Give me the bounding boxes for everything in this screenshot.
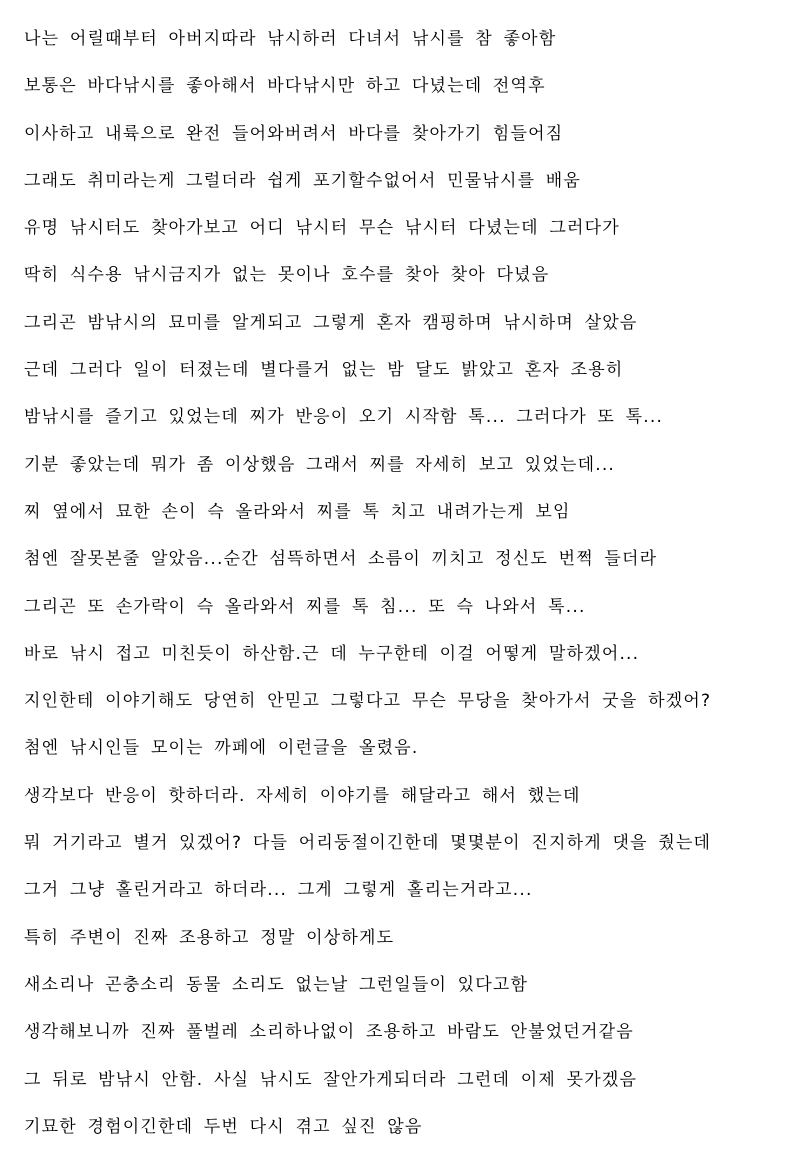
text-line: 기묘한 경험이긴한데 두번 다시 겪고 싶진 않음 xyxy=(24,1116,423,1137)
text-line: 특히 주변이 진짜 조용하고 정말 이상하게도 xyxy=(24,927,395,948)
text-line: 보통은 바다낚시를 좋아해서 바다낚시만 하고 다녔는데 전역후 xyxy=(24,76,546,97)
text-line: 찌 옆에서 묘한 손이 슥 올라와서 찌를 톡 치고 내려가는게 보임 xyxy=(24,501,571,522)
text-line: 이사하고 내륙으로 완전 들어와버려서 바다를 찾아가기 힘들어짐 xyxy=(24,123,564,144)
text-line: 생각보다 반응이 핫하더라. 자세히 이야기를 해달라고 해서 했는데 xyxy=(24,785,581,806)
text-line: 첨엔 낚시인들 모이는 까페에 이런글을 올렸음. xyxy=(24,738,419,759)
text-line: 밤낚시를 즐기고 있었는데 찌가 반응이 오기 시작함 톡... 그러다가 또 톡... xyxy=(24,407,664,428)
text-line: 그래도 취미라는게 그럴더라 쉽게 포기할수없어서 민물낚시를 배움 xyxy=(24,170,582,191)
text-line: 뭐 거기라고 별거 있겠어? 다들 어리둥절이긴한데 몇몇분이 진지하게 댓을 줬는데 xyxy=(24,833,712,854)
text-line: 새소리나 곤충소리 동물 소리도 없는날 그런일들이 있다고함 xyxy=(24,974,529,995)
text-line: 지인한테 이야기해도 당연히 안믿고 그렇다고 무슨 무당을 찾아가서 굿을 하겠어? xyxy=(24,691,712,712)
text-line: 근데 그러다 일이 터졌는데 별다를거 없는 밤 달도 밝았고 혼자 조용히 xyxy=(24,360,624,381)
text-line: 그거 그냥 홀린거라고 하더라... 그게 그렇게 홀리는거라고... xyxy=(24,880,533,901)
text-line: 그리곤 밤낚시의 묘미를 알게되고 그렇게 혼자 캠핑하며 낚시하며 살았음 xyxy=(24,312,638,333)
text-line: 첨엔 잘못본줄 알았음...순간 섬뜩하면서 소름이 끼치고 정신도 번쩍 들더라 xyxy=(24,549,658,570)
text-line: 생각해보니까 진짜 풀벌레 소리하나없이 조용하고 바람도 안불었던거같음 xyxy=(24,1022,634,1043)
text-line: 그 뒤로 밤낚시 안함. 사실 낚시도 잘안가게되더라 그런데 이제 못가겠음 xyxy=(24,1069,638,1090)
text-line: 유명 낚시터도 찾아가보고 어디 낚시터 무슨 낚시터 다녔는데 그러다가 xyxy=(24,218,620,239)
text-line: 딱히 식수용 낚시금지가 없는 못이나 호수를 찾아 찾아 다녔음 xyxy=(24,265,550,286)
text-line: 기분 좋았는데 뭐가 좀 이상했음 그래서 찌를 자세히 보고 있었는데... xyxy=(24,454,616,475)
text-line: 바로 낚시 접고 미친듯이 하산함.근 데 누구한테 이걸 어떻게 말하겠어... xyxy=(24,643,640,664)
text-line: 그리곤 또 손가락이 슥 올라와서 찌를 톡 침... 또 슥 나와서 톡... xyxy=(24,596,586,617)
text-line: 나는 어릴때부터 아버지따라 낚시하러 다녀서 낚시를 참 좋아함 xyxy=(24,29,557,49)
